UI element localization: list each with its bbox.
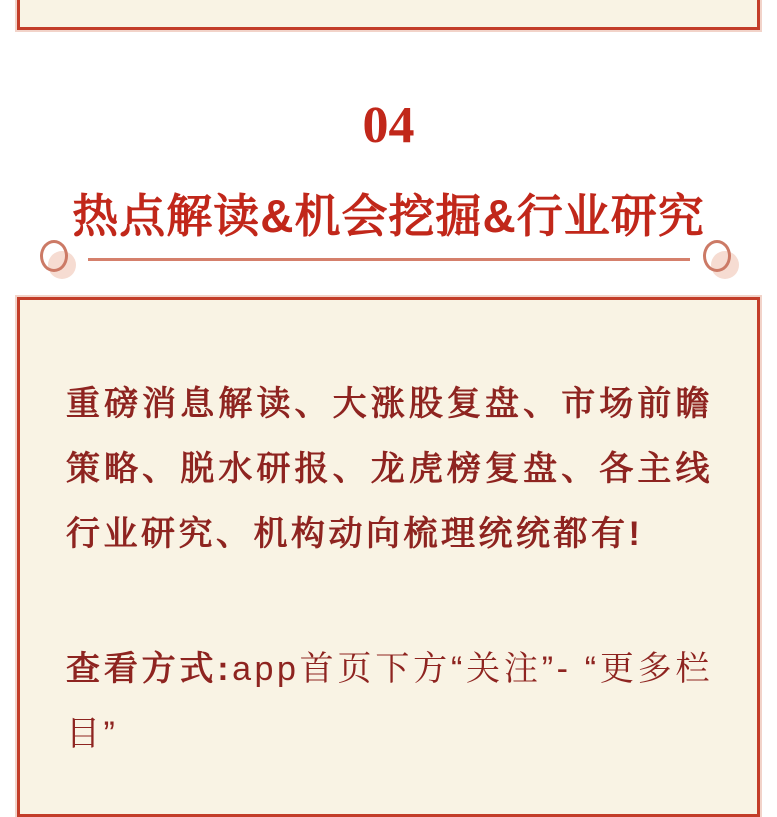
ring-icon (703, 240, 731, 272)
section-divider (0, 238, 777, 282)
ring-icon (40, 240, 68, 272)
howto-paragraph (66, 637, 713, 767)
howto-text: app首页下方“关注”- “更多栏目” (66, 650, 713, 753)
divider-line (88, 258, 690, 261)
section-title: 热点解读&机会挖掘&行业研究 (72, 190, 705, 242)
ring-ornament-right (701, 238, 743, 282)
previous-section-card (17, 0, 760, 30)
feature-paragraph: 重磅消息解读、大涨股复盘、市场前瞻策略、脱水研报、龙虎榜复盘、各主线行业研究、机构动向梳理统统都有! (66, 385, 713, 553)
ring-ornament-left (38, 238, 80, 282)
howto-label: 查看方式: (66, 650, 233, 688)
section-number: 04 (362, 97, 415, 154)
content-card (17, 297, 760, 817)
